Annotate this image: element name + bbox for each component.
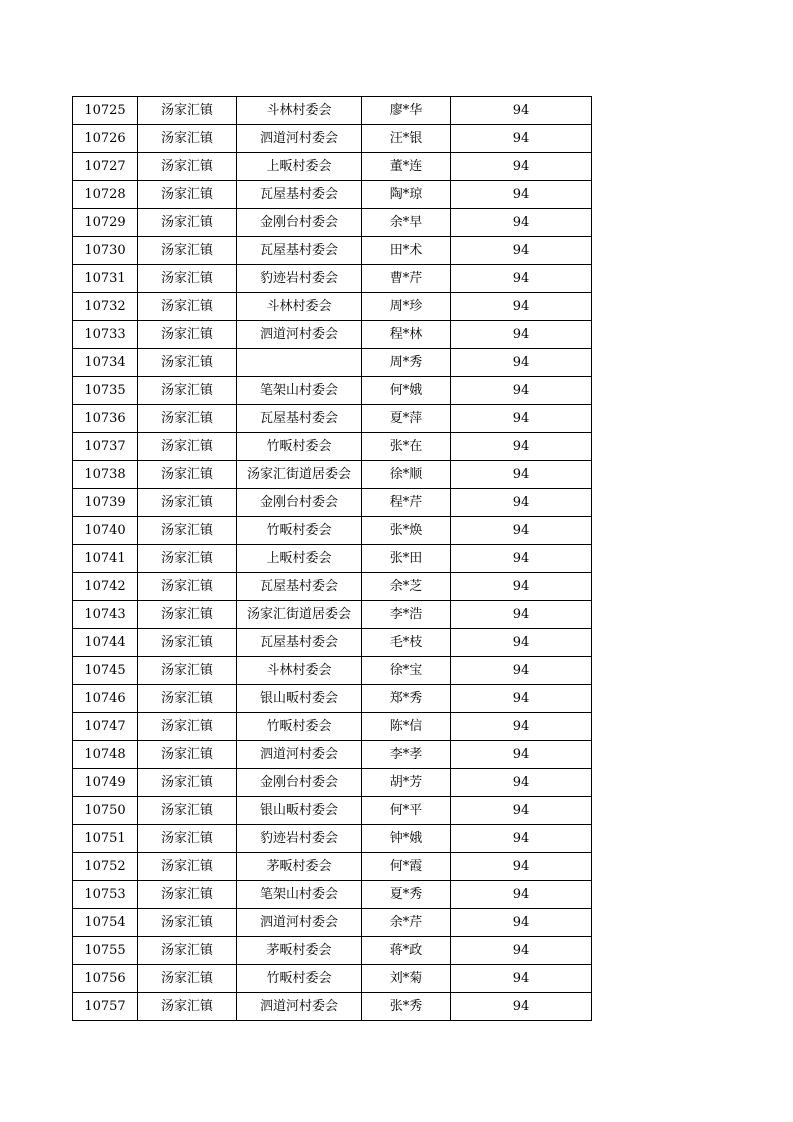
committee-cell: 泗道河村委会 [237,321,362,349]
committee-cell: 瓦屋基村委会 [237,405,362,433]
score-cell: 94 [451,265,592,293]
committee-cell: 汤家汇街道居委会 [237,601,362,629]
town-cell: 汤家汇镇 [138,293,237,321]
committee-cell: 泗道河村委会 [237,741,362,769]
row-number-cell: 10739 [73,489,138,517]
score-cell: 94 [451,993,592,1021]
committee-cell: 上畈村委会 [237,153,362,181]
score-cell: 94 [451,433,592,461]
table-row [73,209,592,237]
town-cell: 汤家汇镇 [138,685,237,713]
name-cell: 余*芹 [362,909,451,937]
name-cell: 张*在 [362,433,451,461]
town-cell: 汤家汇镇 [138,433,237,461]
committee-cell [237,349,362,377]
name-cell: 夏*秀 [362,881,451,909]
score-cell: 94 [451,461,592,489]
town-cell: 汤家汇镇 [138,797,237,825]
name-cell: 何*霞 [362,853,451,881]
town-cell: 汤家汇镇 [138,769,237,797]
town-cell: 汤家汇镇 [138,209,237,237]
score-cell: 94 [451,545,592,573]
table-row [73,377,592,405]
table-row [73,937,592,965]
row-number-cell: 10731 [73,265,138,293]
town-cell: 汤家汇镇 [138,349,237,377]
table-row [73,517,592,545]
name-cell: 何*平 [362,797,451,825]
town-cell: 汤家汇镇 [138,461,237,489]
name-cell: 徐*宝 [362,657,451,685]
table-row [73,909,592,937]
row-number-cell: 10726 [73,125,138,153]
table-row [73,405,592,433]
row-number-cell: 10750 [73,797,138,825]
table-row [73,153,592,181]
table-row [73,573,592,601]
row-number-cell: 10741 [73,545,138,573]
score-cell: 94 [451,685,592,713]
score-cell: 94 [451,405,592,433]
table-row [73,601,592,629]
committee-cell: 笔架山村委会 [237,881,362,909]
name-cell: 刘*菊 [362,965,451,993]
name-cell: 程*林 [362,321,451,349]
name-cell: 徐*顺 [362,461,451,489]
committee-cell: 竹畈村委会 [237,433,362,461]
score-cell: 94 [451,937,592,965]
name-cell: 程*芹 [362,489,451,517]
score-cell: 94 [451,153,592,181]
name-cell: 李*浩 [362,601,451,629]
score-cell: 94 [451,517,592,545]
row-number-cell: 10742 [73,573,138,601]
table-row [73,461,592,489]
town-cell: 汤家汇镇 [138,741,237,769]
row-number-cell: 10738 [73,461,138,489]
town-cell: 汤家汇镇 [138,377,237,405]
town-cell: 汤家汇镇 [138,909,237,937]
row-number-cell: 10755 [73,937,138,965]
table-row [73,321,592,349]
table-row [73,713,592,741]
town-cell: 汤家汇镇 [138,489,237,517]
name-cell: 张*秀 [362,993,451,1021]
table-row [73,265,592,293]
name-cell: 陈*信 [362,713,451,741]
committee-cell: 银山畈村委会 [237,685,362,713]
town-cell: 汤家汇镇 [138,545,237,573]
town-cell: 汤家汇镇 [138,881,237,909]
score-cell: 94 [451,965,592,993]
committee-cell: 上畈村委会 [237,545,362,573]
committee-cell: 汤家汇街道居委会 [237,461,362,489]
town-cell: 汤家汇镇 [138,125,237,153]
row-number-cell: 10754 [73,909,138,937]
name-cell: 陶*琼 [362,181,451,209]
committee-cell: 金刚台村委会 [237,489,362,517]
score-cell: 94 [451,769,592,797]
town-cell: 汤家汇镇 [138,237,237,265]
town-cell: 汤家汇镇 [138,153,237,181]
score-cell: 94 [451,97,592,125]
row-number-cell: 10728 [73,181,138,209]
committee-cell: 泗道河村委会 [237,993,362,1021]
row-number-cell: 10748 [73,741,138,769]
row-number-cell: 10737 [73,433,138,461]
committee-cell: 豹迹岩村委会 [237,825,362,853]
score-cell: 94 [451,825,592,853]
table-row [73,181,592,209]
town-cell: 汤家汇镇 [138,713,237,741]
town-cell: 汤家汇镇 [138,629,237,657]
committee-cell: 笔架山村委会 [237,377,362,405]
table-row [73,629,592,657]
score-cell: 94 [451,321,592,349]
score-cell: 94 [451,797,592,825]
name-cell: 余*芝 [362,573,451,601]
table-row [73,489,592,517]
town-cell: 汤家汇镇 [138,573,237,601]
committee-cell: 竹畈村委会 [237,965,362,993]
score-cell: 94 [451,377,592,405]
row-number-cell: 10727 [73,153,138,181]
name-cell: 田*术 [362,237,451,265]
table-row [73,797,592,825]
row-number-cell: 10735 [73,377,138,405]
town-cell: 汤家汇镇 [138,993,237,1021]
table-row [73,769,592,797]
table-row [73,433,592,461]
name-cell: 汪*银 [362,125,451,153]
committee-cell: 瓦屋基村委会 [237,629,362,657]
name-cell: 张*焕 [362,517,451,545]
score-cell: 94 [451,209,592,237]
row-number-cell: 10734 [73,349,138,377]
score-cell: 94 [451,489,592,517]
table-row [73,965,592,993]
name-cell: 周*珍 [362,293,451,321]
town-cell: 汤家汇镇 [138,405,237,433]
score-cell: 94 [451,909,592,937]
row-number-cell: 10725 [73,97,138,125]
town-cell: 汤家汇镇 [138,825,237,853]
town-cell: 汤家汇镇 [138,265,237,293]
row-number-cell: 10730 [73,237,138,265]
committee-cell: 瓦屋基村委会 [237,573,362,601]
town-cell: 汤家汇镇 [138,937,237,965]
name-cell: 钟*娥 [362,825,451,853]
score-cell: 94 [451,853,592,881]
town-cell: 汤家汇镇 [138,601,237,629]
committee-cell: 金刚台村委会 [237,769,362,797]
name-cell: 胡*芳 [362,769,451,797]
row-number-cell: 10729 [73,209,138,237]
row-number-cell: 10757 [73,993,138,1021]
town-cell: 汤家汇镇 [138,657,237,685]
committee-cell: 泗道河村委会 [237,909,362,937]
name-cell: 郑*秀 [362,685,451,713]
committee-cell: 竹畈村委会 [237,517,362,545]
row-number-cell: 10732 [73,293,138,321]
score-cell: 94 [451,629,592,657]
row-number-cell: 10743 [73,601,138,629]
score-cell: 94 [451,657,592,685]
row-number-cell: 10736 [73,405,138,433]
name-cell: 周*秀 [362,349,451,377]
table-row [73,881,592,909]
name-cell: 毛*枝 [362,629,451,657]
score-cell: 94 [451,573,592,601]
name-cell: 何*娥 [362,377,451,405]
score-cell: 94 [451,237,592,265]
committee-cell: 茅畈村委会 [237,853,362,881]
committee-cell: 斗林村委会 [237,657,362,685]
data-table [72,96,592,1021]
table-row [73,293,592,321]
committee-cell: 豹迹岩村委会 [237,265,362,293]
row-number-cell: 10740 [73,517,138,545]
row-number-cell: 10745 [73,657,138,685]
row-number-cell: 10751 [73,825,138,853]
row-number-cell: 10749 [73,769,138,797]
score-cell: 94 [451,125,592,153]
town-cell: 汤家汇镇 [138,181,237,209]
table-row [73,993,592,1021]
committee-cell: 银山畈村委会 [237,797,362,825]
town-cell: 汤家汇镇 [138,321,237,349]
table-row [73,825,592,853]
table-row [73,657,592,685]
table-row [73,545,592,573]
name-cell: 廖*华 [362,97,451,125]
name-cell: 李*孝 [362,741,451,769]
name-cell: 余*早 [362,209,451,237]
score-cell: 94 [451,181,592,209]
committee-cell: 茅畈村委会 [237,937,362,965]
table-row [73,125,592,153]
row-number-cell: 10733 [73,321,138,349]
name-cell: 董*连 [362,153,451,181]
town-cell: 汤家汇镇 [138,965,237,993]
row-number-cell: 10747 [73,713,138,741]
score-cell: 94 [451,713,592,741]
row-number-cell: 10752 [73,853,138,881]
table-row [73,685,592,713]
row-number-cell: 10744 [73,629,138,657]
name-cell: 张*田 [362,545,451,573]
town-cell: 汤家汇镇 [138,517,237,545]
score-cell: 94 [451,293,592,321]
table-body [73,97,592,1021]
row-number-cell: 10756 [73,965,138,993]
committee-cell: 瓦屋基村委会 [237,237,362,265]
name-cell: 夏*萍 [362,405,451,433]
committee-cell: 泗道河村委会 [237,125,362,153]
table-row [73,237,592,265]
score-cell: 94 [451,881,592,909]
town-cell: 汤家汇镇 [138,97,237,125]
score-cell: 94 [451,601,592,629]
row-number-cell: 10753 [73,881,138,909]
town-cell: 汤家汇镇 [138,853,237,881]
score-cell: 94 [451,349,592,377]
name-cell: 曹*芹 [362,265,451,293]
name-cell: 蒋*政 [362,937,451,965]
table-row [73,97,592,125]
table-row [73,741,592,769]
committee-cell: 竹畈村委会 [237,713,362,741]
row-number-cell: 10746 [73,685,138,713]
committee-cell: 瓦屋基村委会 [237,181,362,209]
table-row [73,349,592,377]
committee-cell: 金刚台村委会 [237,209,362,237]
table-row [73,853,592,881]
score-cell: 94 [451,741,592,769]
committee-cell: 斗林村委会 [237,293,362,321]
committee-cell: 斗林村委会 [237,97,362,125]
